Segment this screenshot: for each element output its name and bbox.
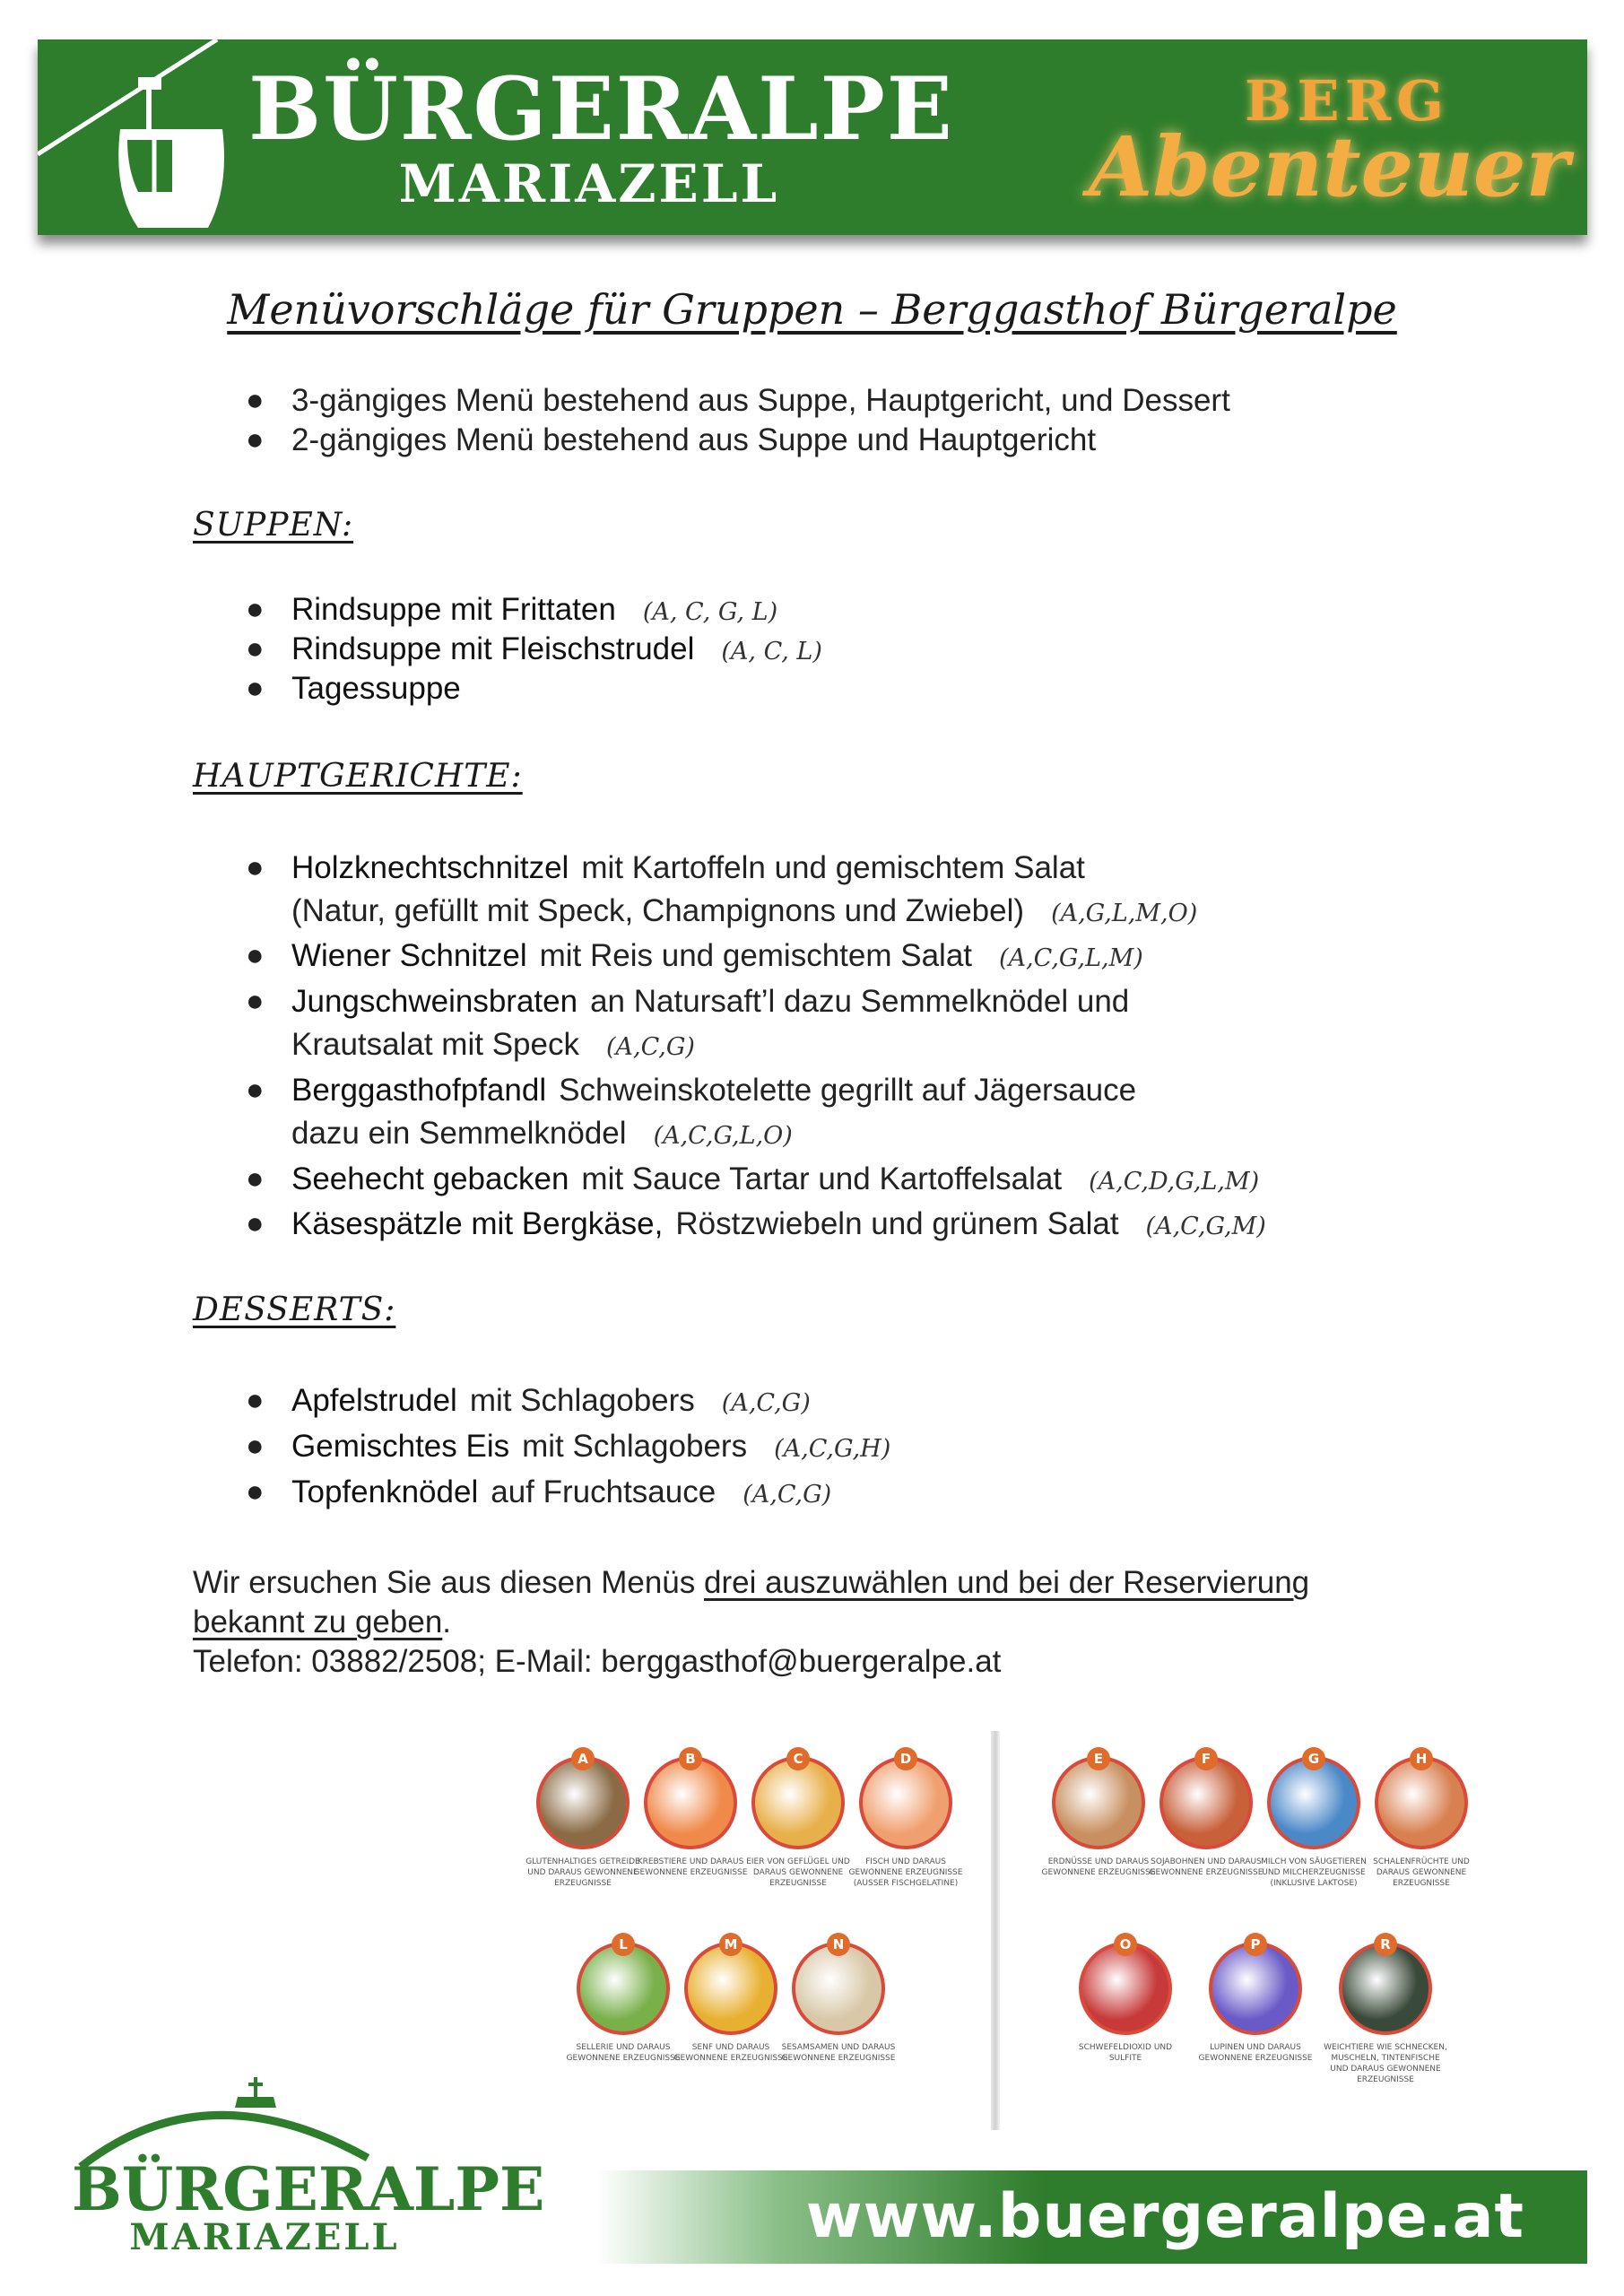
allergen-item-l	[560, 1936, 686, 2064]
allergen-label: SESAMSAMEN UND DARAUS GEWONNENE ERZEUGNISSE	[781, 2043, 896, 2063]
dish-description: mit Schlagobers	[522, 1429, 748, 1464]
allergen-item-h	[1359, 1751, 1484, 1889]
dish-name: Jungschweinsbraten	[291, 984, 578, 1019]
bullet: ●	[246, 592, 265, 626]
page-title: Menüvorschläge für Gruppen – Berggasthof Bürgeralpe	[227, 285, 1397, 334]
allergen-codes: (A, C, G, L)	[642, 598, 778, 626]
allergen-letter: B	[679, 1747, 702, 1770]
allergen-codes: (A, C, L)	[721, 638, 822, 665]
website-link[interactable]: www.buergeralpe.at	[805, 2181, 1524, 2252]
allergen-picture-icon	[1052, 1751, 1145, 1849]
allergen-label: SCHALENFRÜCHTE UND DARAUS GEWONNENE ERZEUGNISSE	[1373, 1857, 1470, 1888]
allergen-letter: F	[1194, 1747, 1218, 1770]
dish-line	[291, 938, 1143, 974]
reservation-note-line2	[193, 1605, 451, 1640]
allergen-item-m	[668, 1936, 794, 2064]
dish-line	[291, 1474, 831, 1510]
dish-name: Tagessuppe	[291, 671, 461, 706]
note-suffix: .	[442, 1605, 452, 1639]
allergen-item-p	[1193, 1936, 1318, 2064]
header-brand-name: BÜRGERALPE	[248, 58, 954, 160]
bullet: ●	[246, 631, 265, 665]
allergen-letter: E	[1087, 1747, 1110, 1770]
allergen-picture-icon	[536, 1751, 630, 1849]
allergen-codes: (A,C,G)	[721, 1389, 811, 1417]
bullet: ●	[246, 1429, 265, 1463]
allergen-item-b	[628, 1751, 753, 1878]
allergen-label: SELLERIE UND DARAUS GEWONNENE ERZEUGNISSE	[566, 2043, 681, 2063]
allergen-item-f	[1143, 1751, 1269, 1878]
allergen-label: WEICHTIERE WIE SCHNECKEN, MUSCHELN, TINTENFISCHE UND DARAUS GEWONNENE ERZEUGNISSE	[1324, 2043, 1447, 2084]
desserts-heading: DESSERTS:	[193, 1292, 396, 1328]
allergen-letter: H	[1410, 1747, 1433, 1770]
dish-line	[291, 850, 1085, 886]
allergen-codes: (A,C,D,G,L,M)	[1089, 1168, 1260, 1196]
mains-heading: HAUPTGERICHTE:	[193, 758, 523, 795]
footer-brand-town: MARIAZELL	[129, 2216, 400, 2258]
allergen-label: SCHWEFELDIOXID UND SULFITE	[1078, 2043, 1173, 2063]
dish-line	[291, 1161, 1259, 1197]
dish-name: Seehecht gebacken	[291, 1161, 569, 1196]
allergen-letter: M	[719, 1933, 743, 1956]
note-underlined: drei auszuwählen und bei der Reservierung	[704, 1565, 1310, 1600]
dish-description: Schweinskotelette gegrillt auf Jägersauce	[559, 1073, 1137, 1108]
reservation-note-line1	[193, 1565, 1309, 1601]
allergen-picture-icon	[577, 1936, 670, 2035]
allergen-item-d	[843, 1751, 968, 1889]
dish-description: Röstzwiebeln und grünem Salat	[675, 1206, 1119, 1241]
allergen-codes: (A,G,L,M,O)	[1051, 900, 1198, 927]
dish-description: auf Fruchtsauce	[491, 1474, 716, 1509]
allergen-item-e	[1036, 1751, 1161, 1878]
allergen-label: EIER VON GEFLÜGEL UND DARAUS GEWONNENE ERZEUGNISSE	[746, 1857, 850, 1888]
bullet: ●	[246, 671, 265, 705]
allergen-label: FISCH UND DARAUS GEWONNENE ERZEUGNISSE (AUSSER FISCHGELATINE)	[848, 1857, 963, 1888]
contact-info: Telefon: 03882/2508; E-Mail: berggasthof@buergeralpe.at	[193, 1644, 1002, 1679]
allergen-label: GLUTENHALTIGES GETREIDE UND DARAUS GEWONNENE ERZEUGNISSE	[525, 1857, 640, 1888]
allergen-codes: (A,C,G,H)	[774, 1435, 891, 1463]
allergen-chart	[498, 1731, 1470, 2130]
allergen-letter: N	[827, 1933, 850, 1956]
dish-name: Rindsuppe mit Frittaten	[291, 592, 616, 627]
menu-type-text: 3-gängiges Menü bestehend aus Suppe, Hauptgericht, und Dessert	[291, 383, 1230, 418]
dish-name: Berggasthofpfandl	[291, 1073, 547, 1108]
allergen-letter: O	[1114, 1933, 1137, 1956]
dish-description: mit Schlagobers	[469, 1383, 695, 1418]
allergen-picture-icon	[644, 1751, 737, 1849]
dish-line	[291, 1429, 890, 1465]
dish-name: Holzknechtschnitzel	[291, 850, 569, 885]
allergen-item-r	[1323, 1936, 1448, 2085]
allergen-letter: P	[1244, 1933, 1267, 1956]
allergen-letter: L	[612, 1933, 635, 1956]
allergen-codes: (A,C,G,M)	[1145, 1213, 1266, 1240]
dish-name: Rindsuppe mit Fleischstrudel	[291, 631, 695, 666]
allergen-picture-icon	[1209, 1936, 1302, 2035]
dish-line	[291, 893, 1197, 929]
bullet: ●	[246, 1206, 265, 1240]
note-prefix: Wir ersuchen Sie aus diesen Menüs	[193, 1565, 704, 1600]
allergen-picture-icon	[684, 1936, 777, 2035]
allergen-codes: (A,C,G,L,M)	[999, 944, 1143, 972]
allergen-item-a	[520, 1751, 646, 1889]
dish-name: Topfenknödel	[291, 1474, 479, 1509]
bullet: ●	[246, 1161, 265, 1196]
badge-berg: BERG	[1244, 68, 1450, 134]
footer-brand-name: BÜRGERALPE	[72, 2154, 545, 2224]
allergen-letter: A	[571, 1747, 595, 1770]
dish-line	[291, 1206, 1266, 1242]
dish-name: Apfelstrudel	[291, 1383, 457, 1418]
allergen-picture-icon	[1267, 1751, 1360, 1849]
allergen-picture-icon	[859, 1751, 952, 1849]
dish-name: Gemischtes Eis	[291, 1429, 510, 1464]
header-brand-town: MARIAZELL	[398, 153, 780, 214]
dish-description-2: (Natur, gefüllt mit Speck, Champignons und Zwiebel)	[291, 893, 1025, 928]
bullet: ●	[246, 422, 265, 457]
menu-type-text: 2-gängiges Menü bestehend aus Suppe und Hauptgericht	[291, 422, 1097, 457]
chart-fold	[991, 1731, 1000, 2130]
allergen-letter: D	[894, 1747, 917, 1770]
dish-description: an Natursaft’l dazu Semmelknödel und	[590, 984, 1130, 1019]
allergen-codes: (A,C,G,L,O)	[653, 1122, 793, 1150]
allergen-item-c	[735, 1751, 861, 1889]
allergen-item-o	[1063, 1936, 1188, 2064]
bullet: ●	[246, 1073, 265, 1107]
allergen-item-g	[1251, 1751, 1376, 1889]
dish-line	[291, 592, 777, 628]
allergen-label: KREBSTIERE UND DARAUS GEWONNENE ERZEUGNISSE	[633, 1857, 748, 1877]
allergen-label: SOJABOHNEN UND DARAUS GEWONNENE ERZEUGNISSE	[1149, 1857, 1264, 1877]
allergen-picture-icon	[1339, 1936, 1432, 2035]
dish-line	[291, 671, 461, 707]
dish-description: mit Reis und gemischtem Salat	[539, 938, 973, 973]
footer-bar	[596, 2170, 1587, 2264]
allergen-letter: R	[1374, 1933, 1397, 1956]
bullet: ●	[246, 850, 265, 884]
dish-description-2: dazu ein Semmelknödel	[291, 1116, 627, 1151]
soups-heading: SUPPEN:	[193, 507, 354, 544]
allergen-picture-icon	[792, 1936, 885, 2035]
dish-name: Wiener Schnitzel	[291, 938, 527, 973]
allergen-item-n	[776, 1936, 901, 2064]
allergen-label: MILCH VON SÄUGETIEREN UND MILCHERZEUGNISSE (INKLUSIVE LAKTOSE)	[1261, 1857, 1367, 1888]
allergen-letter: G	[1302, 1747, 1325, 1770]
badge-abenteuer: Abenteuer	[1088, 118, 1570, 215]
allergen-label: LUPINEN UND DARAUS GEWONNENE ERZEUGNISSE	[1198, 2043, 1313, 2063]
dish-line	[291, 1116, 793, 1152]
dish-description-2: Krautsalat mit Speck	[291, 1027, 579, 1062]
dish-line	[291, 984, 1129, 1020]
dish-line	[291, 631, 822, 667]
allergen-picture-icon	[1375, 1751, 1468, 1849]
allergen-picture-icon	[1079, 1936, 1172, 2035]
bullet: ●	[246, 1474, 265, 1509]
dish-line	[291, 1027, 695, 1063]
note-underlined: bekannt zu geben	[193, 1605, 443, 1639]
allergen-codes: (A,C,G)	[743, 1481, 832, 1509]
dish-line	[291, 1383, 811, 1419]
dish-description: mit Sauce Tartar und Kartoffelsalat	[581, 1161, 1063, 1196]
bullet: ●	[246, 938, 265, 972]
bullet: ●	[246, 1383, 265, 1417]
allergen-codes: (A,C,G)	[605, 1033, 695, 1061]
allergen-label: SENF UND DARAUS GEWONNENE ERZEUGNISSE	[673, 2043, 788, 2063]
allergen-picture-icon	[1159, 1751, 1253, 1849]
dish-description: mit Kartoffeln und gemischtem Salat	[581, 850, 1085, 885]
allergen-label: ERDNÜSSE UND DARAUS GEWONNENE ERZEUGNISSE	[1041, 1857, 1156, 1877]
bullet: ●	[246, 984, 265, 1018]
dish-name: Käsespätzle mit Bergkäse,	[291, 1206, 664, 1241]
dish-line	[291, 1073, 1136, 1109]
allergen-letter: C	[786, 1747, 810, 1770]
allergen-picture-icon	[751, 1751, 845, 1849]
bullet: ●	[246, 383, 265, 417]
